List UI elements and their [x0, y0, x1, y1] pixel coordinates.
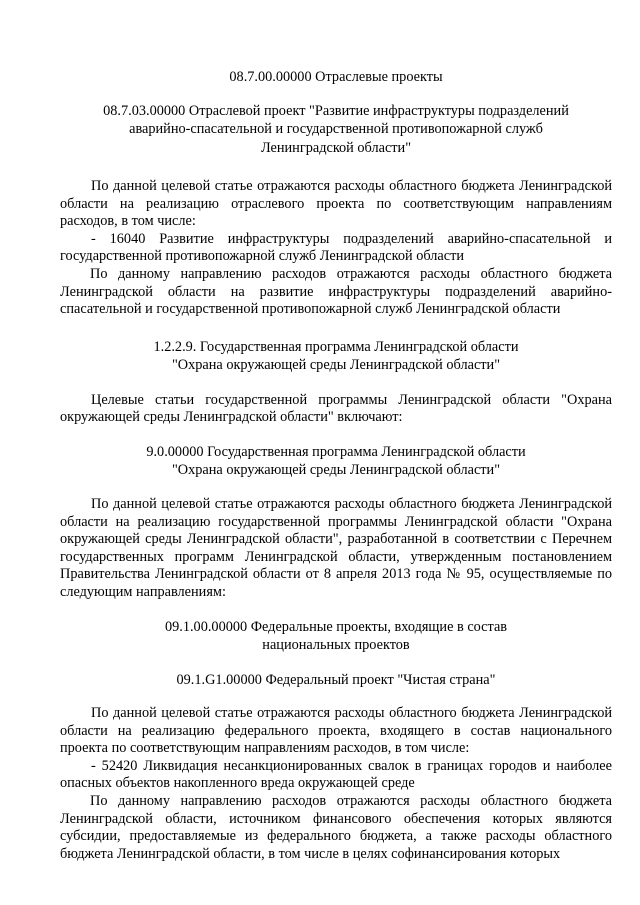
paragraph-program-articles-include: Целевые статьи государственной программы Ленинградской области "Охрана окружающей среды Ленинградской области" включают: — [60, 391, 612, 426]
heading-federal-projects — [60, 618, 612, 655]
paragraph-target-article-2: По данной целевой статье отражаются расходы областного бюджета Ленинградской области на реализацию государственной программы Ленинградской области "Охрана окружающей среды Ленинградской области", разработанной в соответствии с Перечнем государственных программ Ленинградской области, утвержденным постановлением Правительства Ленинградской области от 8 апреля 2013 года № 95, осуществляемые по следующим направлениям: — [60, 495, 612, 600]
heading-line: "Охрана окружающей среды Ленинградской области" — [171, 357, 501, 374]
heading-industry-projects: 08.7.00.00000 Отраслевые проекты — [229, 69, 443, 85]
paragraph-direction-52420-desc: По данному направлению расходов отражаются расходы областного бюджета Ленинградской области, источником финансового обеспечения которых являются субсидии, предоставляемые из федерального бюджета, а также расходы областного бюджета Ленинградской области, в том числе в целях софинансирования которых — [60, 792, 612, 862]
heading-line: 09.1.00.00000 Федеральные проекты, входящие в состав — [164, 618, 508, 635]
heading-line: "Охрана окружающей среды Ленинградской области" — [171, 462, 501, 479]
paragraph-direction-16040-desc: По данному направлению расходов отражаются расходы областного бюджета Ленинградской области на развитие инфраструктуры подразделений аварийно-спасательной и государственной противопожарной служб Ленинградской области — [60, 265, 612, 318]
heading-line: 1.2.2.9. Государственная программа Ленинградской области — [153, 338, 519, 355]
paragraph-target-article-3: По данной целевой статье отражаются расходы областного бюджета Ленинградской области на реализацию федерального проекта, входящего в состав национального проекта по соответствующим направлениям расходов, в том числе: — [60, 705, 612, 757]
paragraph-direction-52420: - 52420 Ликвидация несанкционированных свалок в границах городов и наиболее опасных объектов накопленного вреда окружающей среде — [60, 757, 612, 792]
heading-line: 9.0.00000 Государственная программа Ленинградской области — [146, 443, 526, 460]
heading-program-1-2-2-9 — [60, 338, 612, 375]
document-page — [60, 68, 612, 863]
paragraph-direction-16040: - 16040 Развитие инфраструктуры подразделений аварийно-спасательной и государственной противопожарной служб Ленинградской области — [60, 230, 612, 265]
paragraph-target-article-1: По данной целевой статье отражаются расходы областного бюджета Ленинградской области на реализацию отраслевого проекта по соответствующим направлениям расходов, в том числе: — [60, 178, 612, 230]
heading-program-9-0 — [60, 443, 612, 480]
heading-line: национальных проектов — [262, 637, 410, 653]
heading-industry-project-08-7-03: 08.7.03.00000 Отраслевой проект "Развитие инфраструктуры подразделений аварийно-спасательной и государственной противопожарной служб Ленинградской области" — [103, 102, 569, 156]
heading-federal-project-clean-country: 09.1.G1.00000 Федеральный проект "Чистая страна" — [176, 671, 496, 688]
